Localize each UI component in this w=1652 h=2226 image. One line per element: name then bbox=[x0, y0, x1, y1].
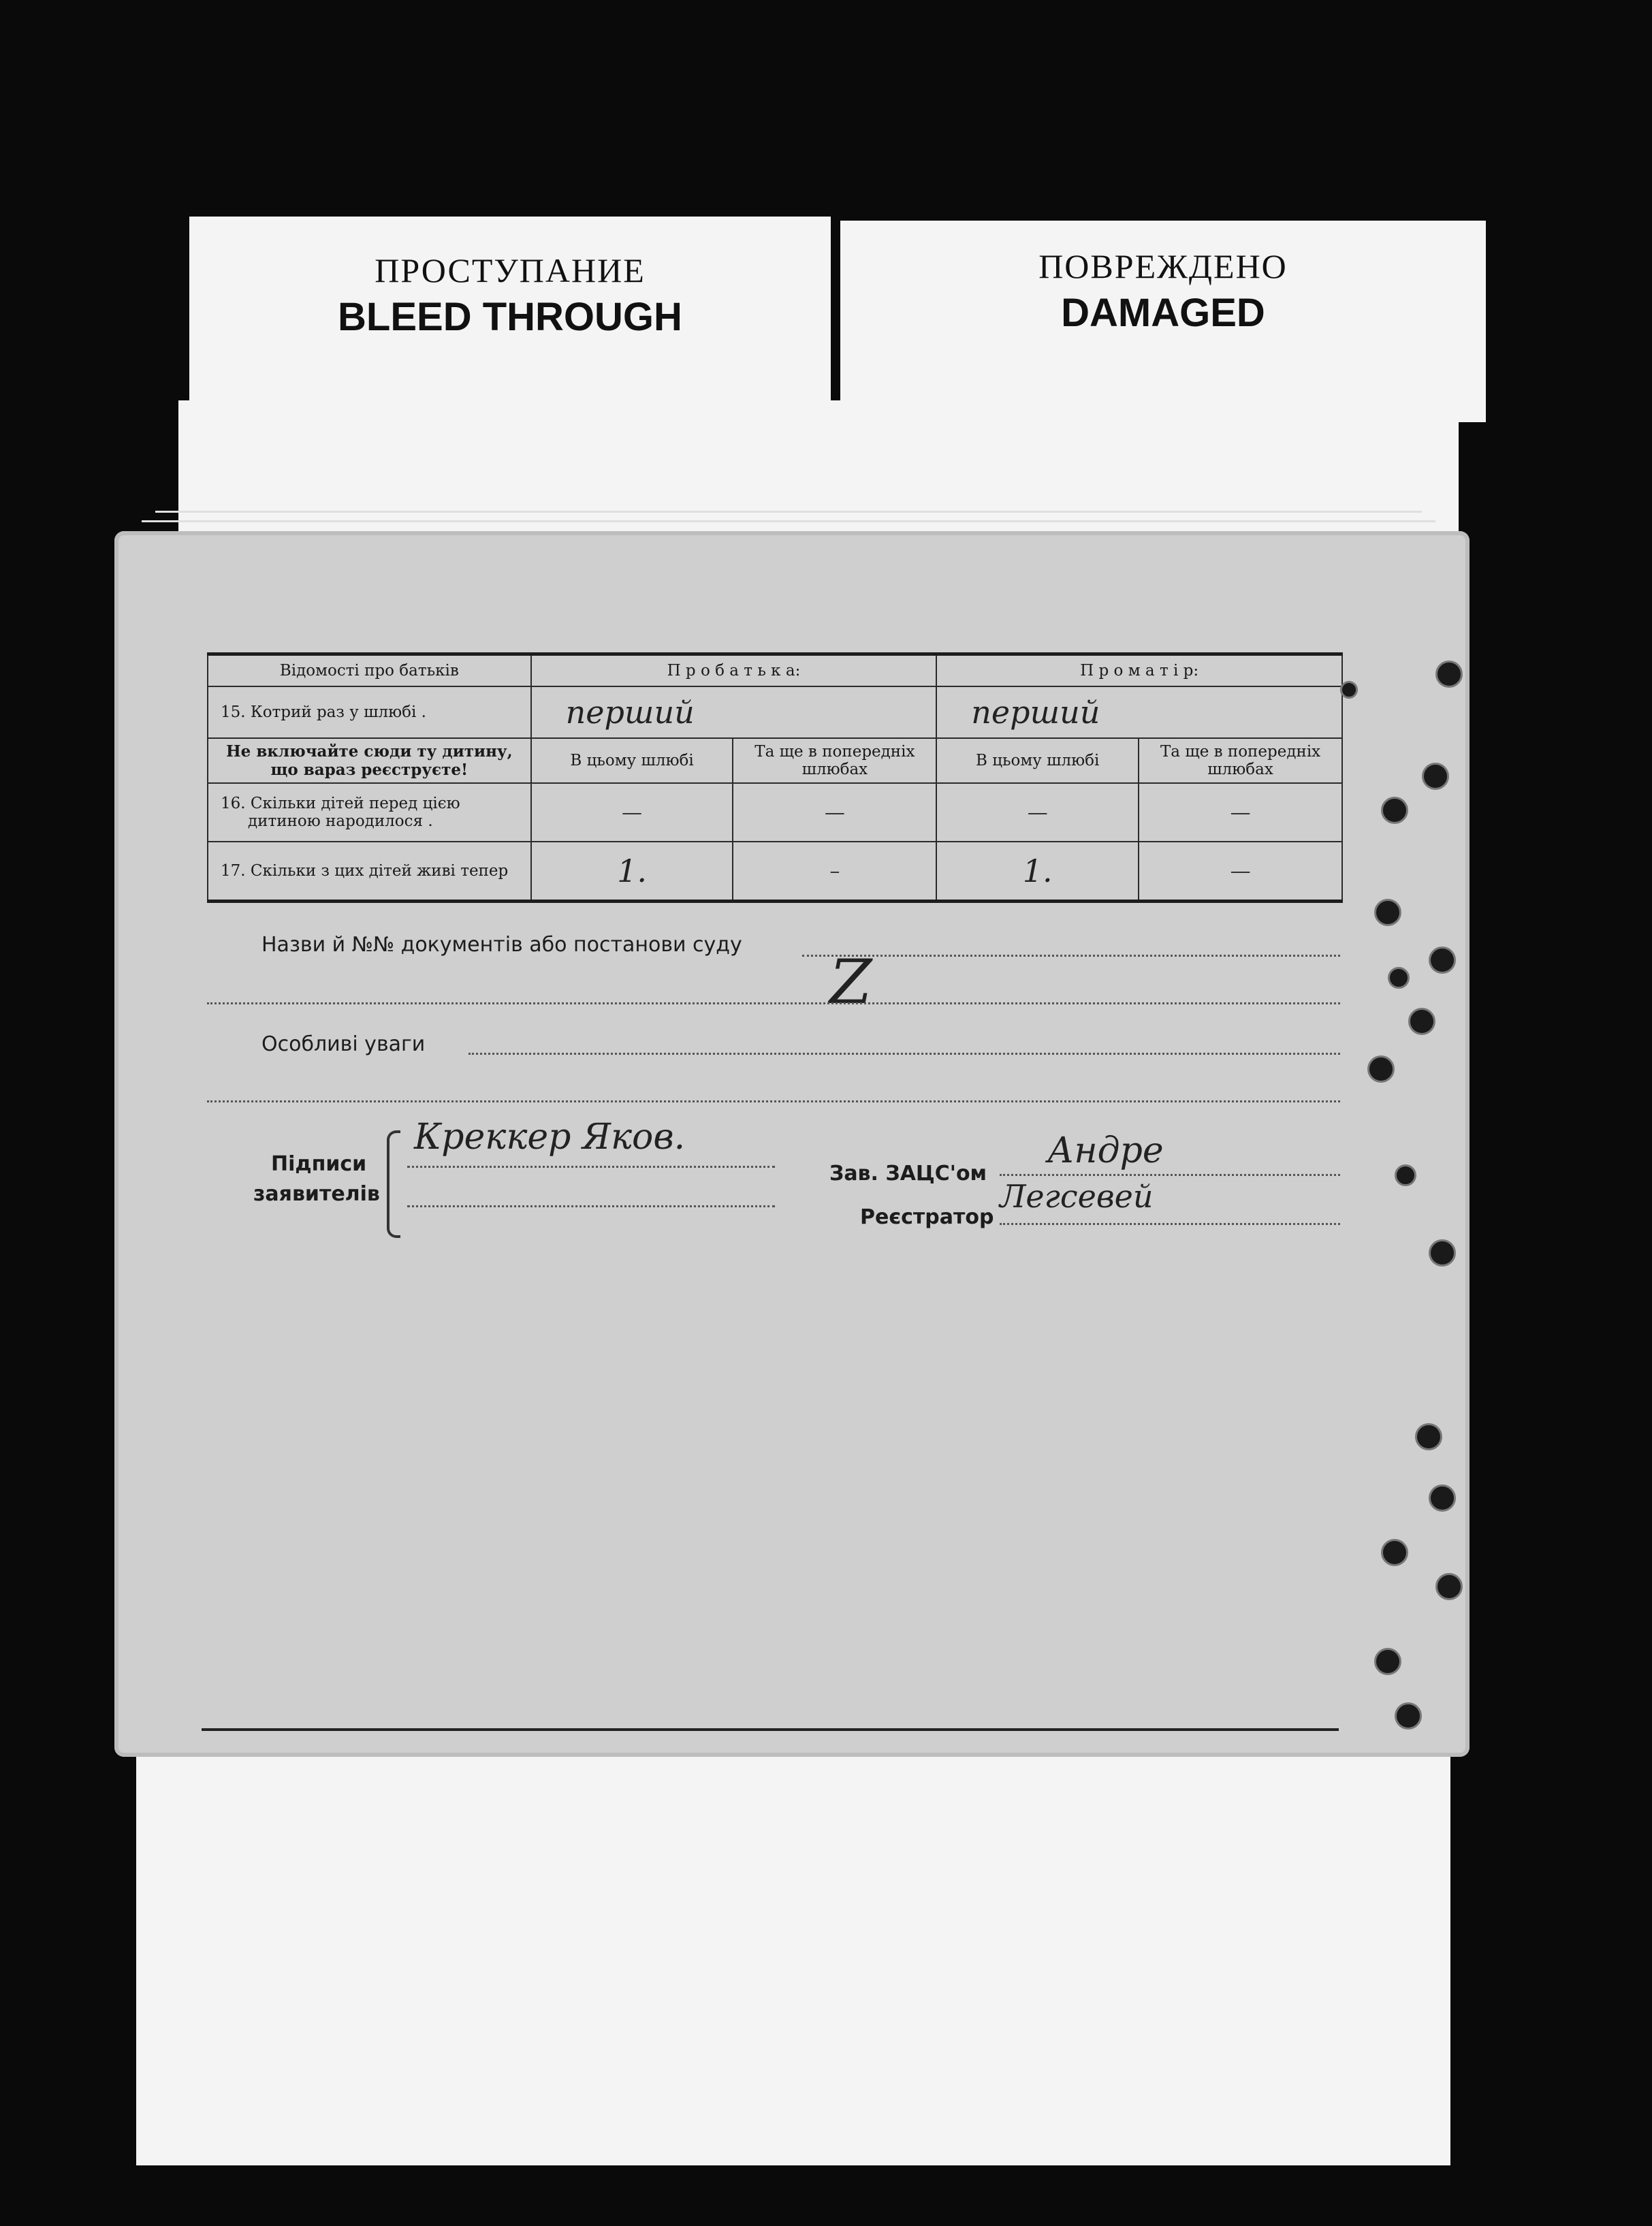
head-label: Зав. ЗАЦС'ом bbox=[829, 1162, 987, 1186]
damaged-card bbox=[840, 221, 1486, 422]
docs-value: Z bbox=[829, 947, 872, 1018]
note-line1: Не включайте сюди ту дитину, bbox=[225, 742, 513, 761]
docs-label: Назви й №№ документів або постанови суду bbox=[261, 933, 742, 957]
signatures-brace bbox=[387, 1130, 400, 1238]
row17-v4: — bbox=[1139, 842, 1342, 902]
punch-hole bbox=[1422, 763, 1449, 790]
sub-father-this: В цьому шлюбі bbox=[531, 738, 733, 783]
remarks-line bbox=[468, 1053, 1340, 1055]
registrar-line bbox=[1000, 1223, 1340, 1225]
row17-label: 17. Скільки з цих дітей живі тепер bbox=[208, 842, 531, 902]
row15-label: 15. Котрий раз у шлюбі . bbox=[208, 686, 531, 738]
damaged-ru: ПОВРЕЖДЕНО bbox=[1038, 247, 1288, 285]
punch-hole bbox=[1374, 1648, 1401, 1675]
row16-label bbox=[208, 783, 531, 842]
row16-v4: — bbox=[1139, 783, 1342, 842]
applicant-signature: Креккер Яков. bbox=[414, 1117, 686, 1158]
header-father: П р о б а т ь к а: bbox=[531, 654, 937, 687]
punch-hole bbox=[1367, 1055, 1395, 1083]
row17-v2: – bbox=[733, 842, 936, 902]
punch-hole bbox=[1388, 967, 1410, 989]
row17-v3: 1. bbox=[936, 842, 1139, 902]
stack-edge bbox=[155, 511, 1422, 513]
punch-hole bbox=[1415, 1423, 1442, 1450]
punch-hole bbox=[1408, 1008, 1435, 1035]
applicant-line bbox=[407, 1166, 775, 1168]
punch-hole bbox=[1429, 1484, 1456, 1512]
docs-line-2 bbox=[207, 1002, 1340, 1004]
head-signature: Андре bbox=[1047, 1130, 1164, 1171]
signatures-label-l1: Підписи bbox=[271, 1152, 367, 1176]
row16-v3: — bbox=[936, 783, 1139, 842]
bleed-through-card bbox=[189, 217, 831, 409]
punch-hole bbox=[1381, 797, 1408, 824]
punch-hole bbox=[1340, 681, 1358, 699]
row15-father: перший bbox=[531, 686, 937, 738]
row16-label-l1: 16. Скільки дітей перед цією bbox=[221, 795, 460, 812]
remarks-line-2 bbox=[207, 1100, 1340, 1102]
registrar-label: Реєстратор bbox=[860, 1205, 994, 1229]
punch-hole bbox=[1374, 899, 1401, 926]
remarks-label: Особливі уваги bbox=[261, 1032, 426, 1056]
sub-father-prev: Та ще в попередніх шлюбах bbox=[733, 738, 936, 783]
sub-mother-this: В цьому шлюбі bbox=[936, 738, 1139, 783]
punch-hole bbox=[1395, 1164, 1416, 1186]
bleed-through-en: BLEED THROUGH bbox=[338, 295, 682, 339]
punch-hole bbox=[1381, 1539, 1408, 1566]
header-mother: П р о м а т і р: bbox=[936, 654, 1342, 687]
applicant-line-2 bbox=[407, 1205, 775, 1207]
note-cell bbox=[208, 738, 531, 783]
stack-edge bbox=[142, 520, 1435, 522]
registration-form bbox=[114, 531, 1470, 1757]
sub-mother-prev: Та ще в попередніх шлюбах bbox=[1139, 738, 1342, 783]
header-info: Відомості про батьків bbox=[208, 654, 531, 687]
row15-mother: перший bbox=[936, 686, 1342, 738]
note-line2: що вараз реєструєте! bbox=[270, 761, 468, 779]
docs-line bbox=[802, 955, 1340, 957]
row16-v2: — bbox=[733, 783, 936, 842]
registrar-signature: Легсевей bbox=[1000, 1178, 1154, 1215]
punch-hole bbox=[1429, 947, 1456, 974]
punch-hole bbox=[1435, 661, 1463, 688]
punch-hole bbox=[1429, 1239, 1456, 1267]
head-line bbox=[1000, 1174, 1340, 1176]
backing-sheet-bottom bbox=[136, 1743, 1450, 2165]
punch-hole bbox=[1395, 1702, 1422, 1730]
row16-label-l2: дитиною народилося . bbox=[248, 812, 433, 830]
signatures-label-l2: заявителів bbox=[253, 1182, 380, 1206]
damaged-en: DAMAGED bbox=[1061, 291, 1265, 335]
row17-v1: 1. bbox=[531, 842, 733, 902]
bottom-rule bbox=[202, 1728, 1339, 1731]
row16-v1: — bbox=[531, 783, 733, 842]
parents-table bbox=[207, 652, 1343, 903]
bleed-through-ru: ПРОСТУПАНИЕ bbox=[375, 251, 646, 289]
punch-hole bbox=[1435, 1573, 1463, 1600]
